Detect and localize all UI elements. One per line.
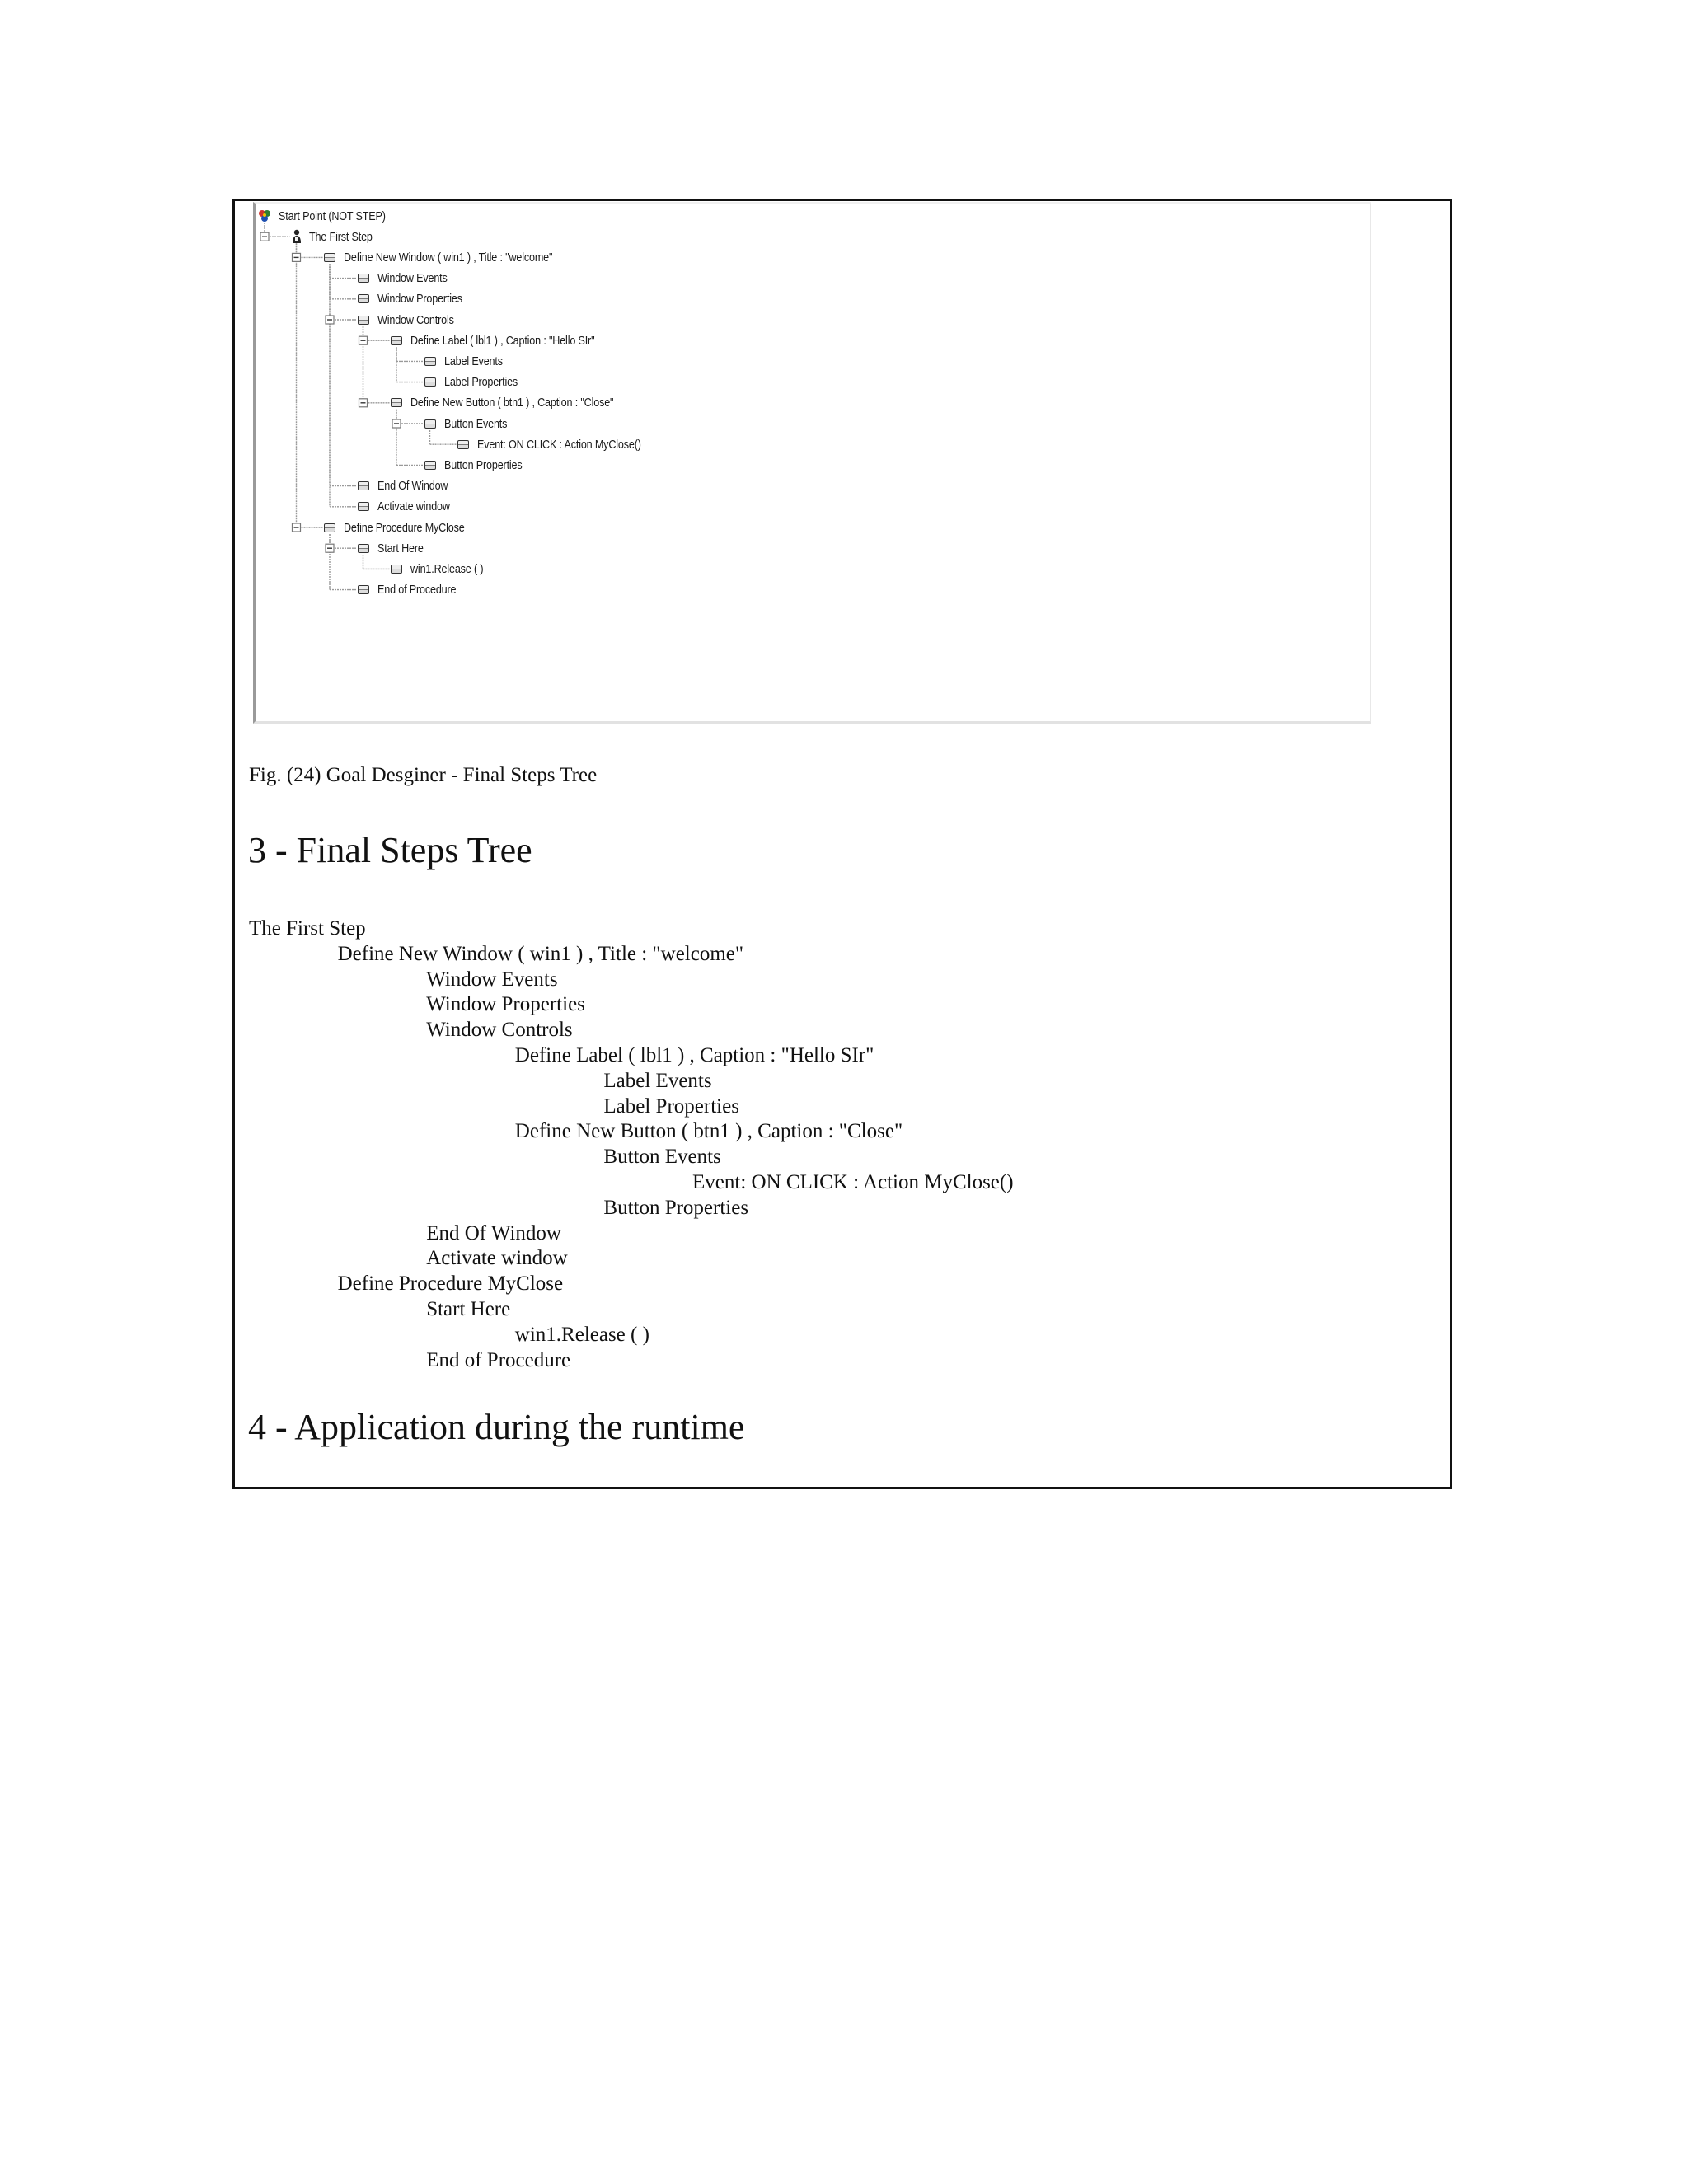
steps-line: win1.Release ( ) [514,1323,649,1346]
tree-node-label: win1.Release ( ) [410,561,484,576]
tree-node-icon [391,336,402,345]
steps-line: Event: ON CLICK : Action MyClose() [692,1171,1014,1193]
tree-node[interactable] [358,290,478,308]
tree-node-label: Start Point (NOT STEP) [279,209,386,223]
start-point-icon [257,209,272,223]
steps-line: Window Events [426,968,558,991]
tree-node[interactable] [358,539,432,557]
steps-line: Button Properties [603,1196,749,1219]
tree-node-label: Window Controls [377,312,454,327]
section-3-heading: 3 - Final Steps Tree [248,830,532,870]
tree-node-label: Button Properties [443,457,522,472]
tree-node[interactable] [358,269,461,288]
tree-node-label: Start Here [377,541,424,555]
tree-node-icon [424,357,436,366]
tree-node[interactable] [424,352,513,370]
tree-node-icon [457,440,469,449]
steps-line: End of Procedure [426,1348,571,1371]
tree-node-label: The First Step [308,229,373,244]
tree-node-label: Event: ON CLICK : Action MyClose() [477,437,641,452]
tree-node-icon [324,253,335,262]
tree-node-label: Window Events [377,271,448,286]
steps-line: Define New Button ( btn1 ) , Caption : "Close" [514,1120,903,1143]
tree-node-icon [424,419,436,429]
steps-line: Window Properties [426,993,585,1016]
tree-node-icon [358,274,369,283]
steps-line: Label Properties [603,1094,739,1118]
steps-tree-screenshot [253,202,1372,724]
steps-line: End Of Window [426,1221,561,1244]
tree-node-icon [358,294,369,303]
steps-line: Define Label ( lbl1 ) , Caption : "Hello SIr" [514,1044,874,1066]
tree-node-icon [424,461,436,470]
tree-node-label: Label Events [443,354,503,368]
tree-node-label: Button Events [443,416,507,431]
tree-node[interactable] [457,435,673,453]
tree-node[interactable] [424,373,532,391]
steps-line: Define New Window ( win1 ) , Title : "welcome" [337,942,744,965]
tree-node[interactable] [358,311,468,329]
tree-node[interactable] [291,227,384,246]
tree-node-icon [391,565,402,574]
steps-line: Start Here [426,1298,511,1320]
tree-node-label: Label Properties [443,375,518,390]
tree-node-label: End Of Window [377,479,448,494]
tree-node[interactable] [424,415,519,433]
section-4-heading: 4 - Application during the runtime [248,1407,745,1447]
tree-node[interactable] [358,581,471,599]
tree-node[interactable] [257,207,406,225]
tree-node-label: Define Procedure MyClose [344,520,465,535]
tree-node[interactable] [324,518,487,537]
tree-node[interactable] [391,560,497,578]
steps-line: The First Step [249,917,366,940]
tree-node[interactable] [391,394,652,412]
tree-node-label: Activate window [377,499,450,514]
tree-node[interactable] [358,477,462,495]
tree-node-icon [358,544,369,553]
tree-node-icon [358,316,369,325]
tree-node-icon [358,585,369,594]
steps-line: Window Controls [426,1019,573,1042]
tree-node-icon [324,523,335,532]
tree-node-label: Window Properties [377,292,462,307]
tree-node-label: End of Procedure [377,583,456,598]
tree-node-label: Define Label ( lbl1 ) , Caption : "Hello SIr" [410,333,595,348]
steps-line: Button Events [603,1146,721,1169]
steps-line: Activate window [426,1247,568,1270]
tree-node-icon [424,377,436,387]
tree-node-label: Define New Window ( win1 ) , Title : "welcome" [344,250,553,265]
tree-node-icon [391,398,402,407]
steps-line: Label Events [603,1069,712,1092]
tree-node-icon [358,481,369,490]
tree-node[interactable] [358,498,464,516]
tree-node-label: Define New Button ( btn1 ) , Caption : "Close" [410,396,614,410]
tree-node-icon [358,502,369,511]
tree-node[interactable] [391,331,630,349]
tree-node[interactable] [424,456,537,474]
figure-caption: Fig. (24) Goal Desginer - Final Steps Tree [249,764,598,786]
tree-node[interactable] [324,248,593,266]
step-person-icon [291,229,302,244]
steps-line: Define Procedure MyClose [337,1272,564,1296]
